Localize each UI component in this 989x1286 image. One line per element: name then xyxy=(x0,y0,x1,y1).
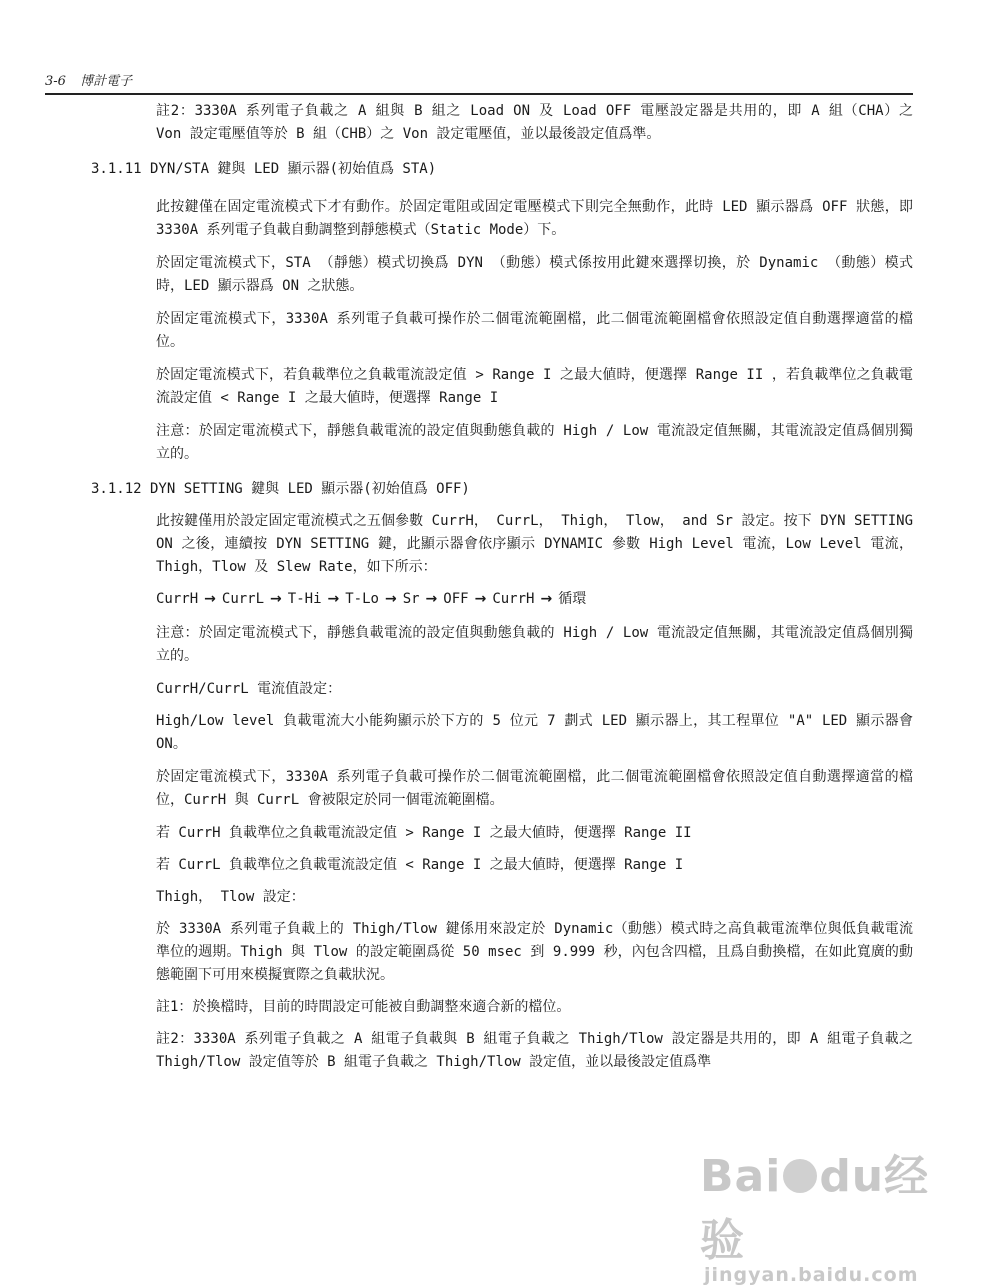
page-number: 3-6 xyxy=(45,74,66,89)
paragraph: 此按鍵僅在固定電流模式下才有動作。於固定電阻或固定電壓模式下則完全無動作，此時 LED 顯示器爲 OFF 狀態，即 3330A 系列電子負載自動調整到靜態模式（Static Mode）下。 xyxy=(156,199,913,238)
arrow-right-icon: → xyxy=(540,591,553,607)
paragraph: 註2：3330A 系列電子負載之 A 組電子負載與 B 組電子負載之 Thigh/Tlow 設定器是共用的，即 A 組電子負載之 Thigh/Tlow 設定值等於 B 組電子負載之 Thigh/Tlow 設定值，並以最後設定值爲準 xyxy=(156,1031,913,1070)
paragraph: 註2：3330A 系列電子負載之 A 組與 B 組之 Load ON 及 Load OFF 電壓設定器是共用的，即 A 組（CHA）之 Von 設定電壓值等於 B 組（CHB）之 Von 設定電壓值，並以最後設定值爲準。 xyxy=(156,103,913,142)
watermark-logo xyxy=(700,1140,940,1268)
arrow-right-icon: → xyxy=(327,591,340,607)
paragraph: 於 3330A 系列電子負載上的 Thigh/Tlow 鍵係用來設定於 Dynamic（動態）模式時之高負載電流準位與低負載電流準位的週期。Thigh 與 Tlow 的設定範圍爲從 50 msec 到 9.999 秒，內包含四檔，且爲自動換檔，在如此寬廣的動態範圍下可用來模擬實際之負載狀況。 xyxy=(156,921,913,983)
section-heading: 3.1.12 DYN SETTING 鍵與 LED 顯示器(初始值爲 OFF) xyxy=(91,481,470,497)
paragraph: High/Low level 負載電流大小能夠顯示於下方的 5 位元 7 劃式 LED 顯示器上，其工程單位 "A" LED 顯示器會 ON。 xyxy=(156,713,913,752)
sequence-step: CurrL xyxy=(221,591,265,607)
arrow-right-icon: → xyxy=(384,591,397,607)
paragraph: 注意：於固定電流模式下，靜態負載電流的設定值與動態負載的 High / Low 電流設定值無關，其電流設定值爲個別獨立的。 xyxy=(156,625,913,664)
watermark-url: jingyan.baidu.com xyxy=(704,1264,919,1286)
watermark-logo-part: du xyxy=(819,1151,885,1202)
watermark xyxy=(700,1140,940,1286)
sequence-step: OFF xyxy=(443,591,469,607)
page-header xyxy=(45,70,913,95)
paragraph: Thigh， Tlow 設定： xyxy=(156,889,305,905)
section-heading: 3.1.11 DYN/STA 鍵與 LED 顯示器(初始值爲 STA) xyxy=(91,161,437,177)
paragraph: 注意：於固定電流模式下，靜態負載電流的設定值與動態負載的 High / Low 電流設定值無關，其電流設定值爲個別獨立的。 xyxy=(156,423,913,462)
header-title: 博計電子 xyxy=(80,74,133,89)
arrow-right-icon: → xyxy=(204,591,216,607)
watermark-logo-part: 经验 xyxy=(700,1151,930,1266)
paragraph: 於固定電流模式下，若負載準位之負載電流設定值 > Range I 之最大値時，便選擇 Range II ，若負載準位之負載電流設定值 < Range I 之最大値時，便選擇 Range I xyxy=(156,367,913,406)
paragraph: 若 CurrH 負載準位之負載電流設定值 > Range I 之最大値時，便選擇 Range II xyxy=(156,825,692,841)
paragraph: 若 CurrL 負載準位之負載電流設定值 < Range I 之最大値時，便選擇 Range I xyxy=(156,857,684,873)
arrow-right-icon: → xyxy=(474,591,487,607)
paw-icon xyxy=(783,1159,817,1193)
paragraph: CurrH/CurrL 電流值設定： xyxy=(156,681,342,697)
paragraph: 於固定電流模式下，3330A 系列電子負載可操作於二個電流範圍檔，此二個電流範圍檔會依照設定值自動選擇適當的檔位，CurrH 與 CurrL 會被限定於同一個電流範圍檔。 xyxy=(156,769,913,808)
paragraph: 註1：於換檔時，目前的時間設定可能被自動調整來適合新的檔位。 xyxy=(156,999,571,1015)
paragraph: 於固定電流模式下，STA （靜態）模式切換爲 DYN （動態）模式係按用此鍵來選擇切換，於 Dynamic （動態）模式時，LED 顯示器爲 ON 之狀態。 xyxy=(156,255,913,294)
watermark-logo-part: Bai xyxy=(700,1151,782,1202)
sequence-step: CurrH xyxy=(492,591,535,607)
parameter-sequence xyxy=(156,588,592,611)
arrow-right-icon: → xyxy=(425,591,438,607)
arrow-right-icon: → xyxy=(270,591,282,607)
sequence-step: T-Lo xyxy=(345,591,379,607)
sequence-step: 循環 xyxy=(558,591,587,607)
sequence-step: CurrH xyxy=(156,591,199,607)
sequence-step: T-Hi xyxy=(287,591,322,607)
paragraph: 此按鍵僅用於設定固定電流模式之五個參數 CurrH， CurrL， Thigh， Tlow， and Sr 設定。按下 DYN SETTING ON 之後，連續按 DYN SETTING 鍵，此顯示器會依序顯示 DYNAMIC 參數 High Level 電流，Low Level 電流，Thigh，Tlow 及 Slew Rate，如下所示： xyxy=(156,513,913,575)
sequence-step: Sr xyxy=(402,591,420,607)
paragraph: 於固定電流模式下，3330A 系列電子負載可操作於二個電流範圍檔，此二個電流範圍檔會依照設定值自動選擇適當的檔位。 xyxy=(156,311,913,350)
